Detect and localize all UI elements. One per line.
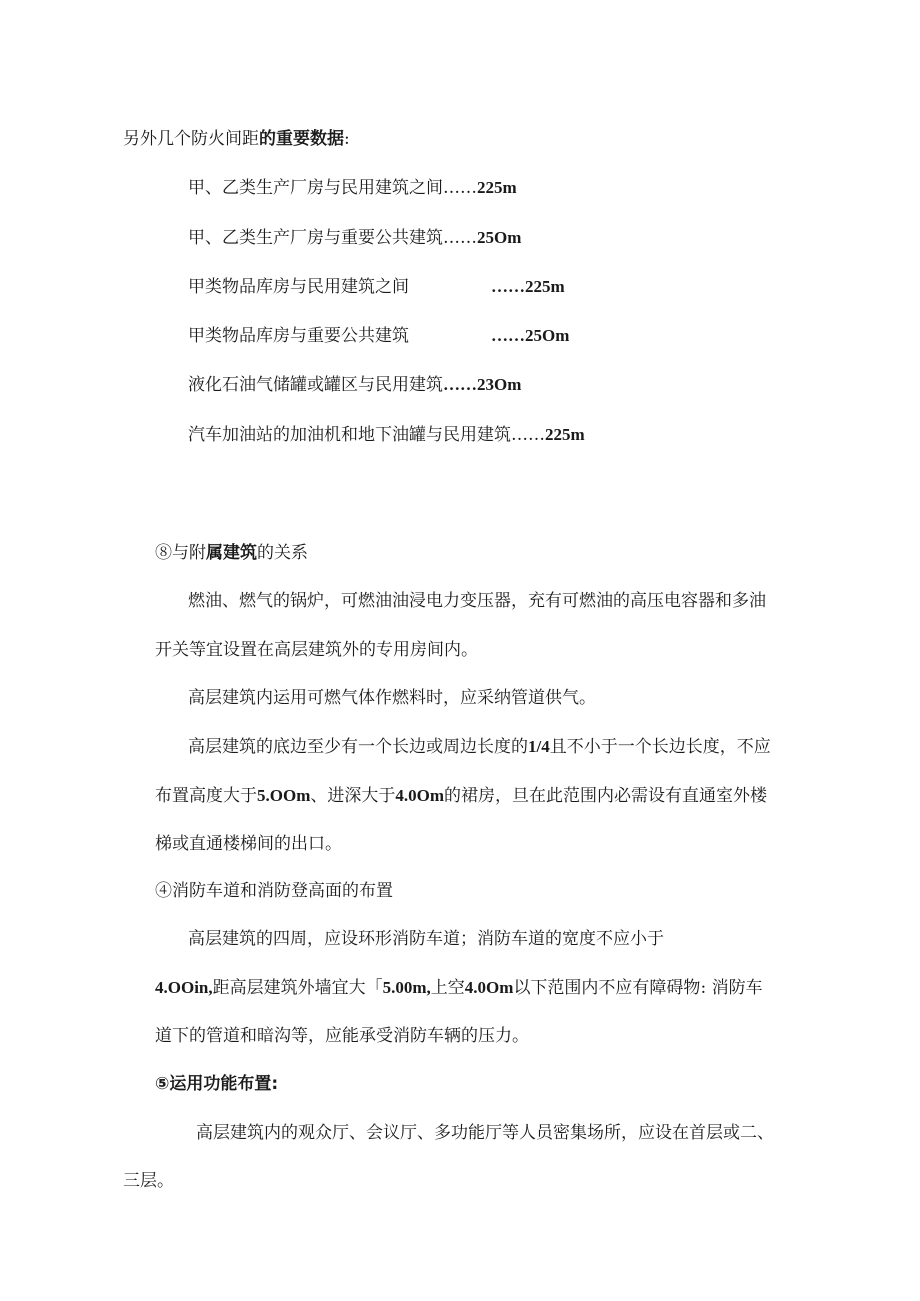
paragraph-line: 高层建筑内的观众厅、会议厅、多功能厅等人员密集场所，应设在首层或二、 bbox=[196, 1123, 774, 1143]
distance-item bbox=[188, 373, 521, 397]
distance-label: 甲、乙类生产厂房与重要公共建筑…… bbox=[188, 228, 477, 248]
distance-label: 汽车加油站的加油机和地下油罐与民用建筑…… bbox=[188, 425, 545, 445]
section5-heading: ⑤运用功能布置: bbox=[155, 1074, 279, 1094]
paragraph-line: 高层建筑内运用可燃气体作燃料时，应采纳管道供气。 bbox=[188, 688, 596, 708]
distance-value: 225m bbox=[477, 178, 517, 197]
text-run: 高层建筑的底边至少有一个长边或周边长度的 bbox=[188, 737, 528, 757]
paragraph-line bbox=[188, 735, 771, 759]
distance-label: 液化石油气储罐或罐区与民用建筑 bbox=[188, 375, 443, 395]
text-run: 且不小于一个长边长度，不应 bbox=[549, 737, 771, 757]
section4-heading: ④消防车道和消防登高面的布置 bbox=[155, 881, 393, 901]
intro-bold: 的重要数据 bbox=[259, 129, 344, 149]
section8-heading bbox=[155, 541, 308, 565]
text-run: 距高层建筑外墙宜大「 bbox=[212, 978, 383, 998]
paragraph-line: 三层。 bbox=[123, 1171, 174, 1191]
intro-line bbox=[123, 127, 350, 151]
distance-label: 甲类物品库房与重要公共建筑 bbox=[188, 326, 409, 346]
value-run: 5.00m, bbox=[382, 978, 431, 997]
distance-item bbox=[188, 324, 409, 348]
distance-item bbox=[188, 176, 517, 200]
distance-value: ……25Om bbox=[491, 326, 570, 345]
paragraph-line: 梯或直通楼梯间的出口。 bbox=[155, 834, 342, 854]
value-run: 4.0Om bbox=[464, 978, 514, 997]
paragraph-line: 道下的管道和暗沟等，应能承受消防车辆的压力。 bbox=[155, 1026, 529, 1046]
distance-value: ……23Om bbox=[443, 375, 522, 394]
text-run: 的裙房，旦在此范围内必需设有直通室外楼 bbox=[444, 786, 767, 806]
heading-bold: 属建筑 bbox=[206, 543, 257, 563]
distance-item bbox=[188, 226, 521, 250]
distance-label: 甲类物品库房与民用建筑之间 bbox=[188, 277, 409, 297]
distance-value: 25Om bbox=[477, 228, 522, 247]
value-run: 5.OOm bbox=[257, 786, 311, 805]
value-run: 4.OOin, bbox=[155, 978, 213, 997]
text-run: 以下范围内不应有障碍物 bbox=[513, 978, 701, 998]
text-run: : 消防车 bbox=[700, 978, 763, 998]
paragraph-line: 高层建筑的四周，应设环形消防车道；消防车道的宽度不应小于 bbox=[188, 929, 664, 949]
distance-label: 甲、乙类生产厂房与民用建筑之间…… bbox=[188, 178, 477, 198]
heading-tail: 的关系 bbox=[257, 543, 308, 563]
paragraph-line bbox=[155, 976, 763, 1000]
distance-value: 225m bbox=[545, 425, 585, 444]
value-run: 1/4 bbox=[528, 737, 550, 756]
paragraph-line bbox=[155, 784, 767, 808]
distance-item bbox=[188, 423, 585, 447]
text-run: 上空 bbox=[430, 978, 465, 998]
distance-item bbox=[188, 275, 409, 299]
text-run: 、进深大于 bbox=[310, 786, 396, 806]
value-run: 4.0Om bbox=[395, 786, 444, 805]
text-run: 布置高度大于 bbox=[155, 786, 257, 806]
paragraph-line: 开关等宜设置在高层建筑外的专用房间内。 bbox=[155, 640, 478, 660]
distance-value: ……225m bbox=[491, 277, 565, 296]
intro-suffix: : bbox=[344, 129, 350, 149]
heading-number: ⑧与附 bbox=[155, 543, 206, 563]
paragraph-line: 燃油、燃气的锅炉，可燃油油浸电力变压器，充有可燃油的高压电容器和多油 bbox=[188, 591, 766, 611]
intro-prefix: 另外几个防火间距 bbox=[123, 129, 259, 149]
